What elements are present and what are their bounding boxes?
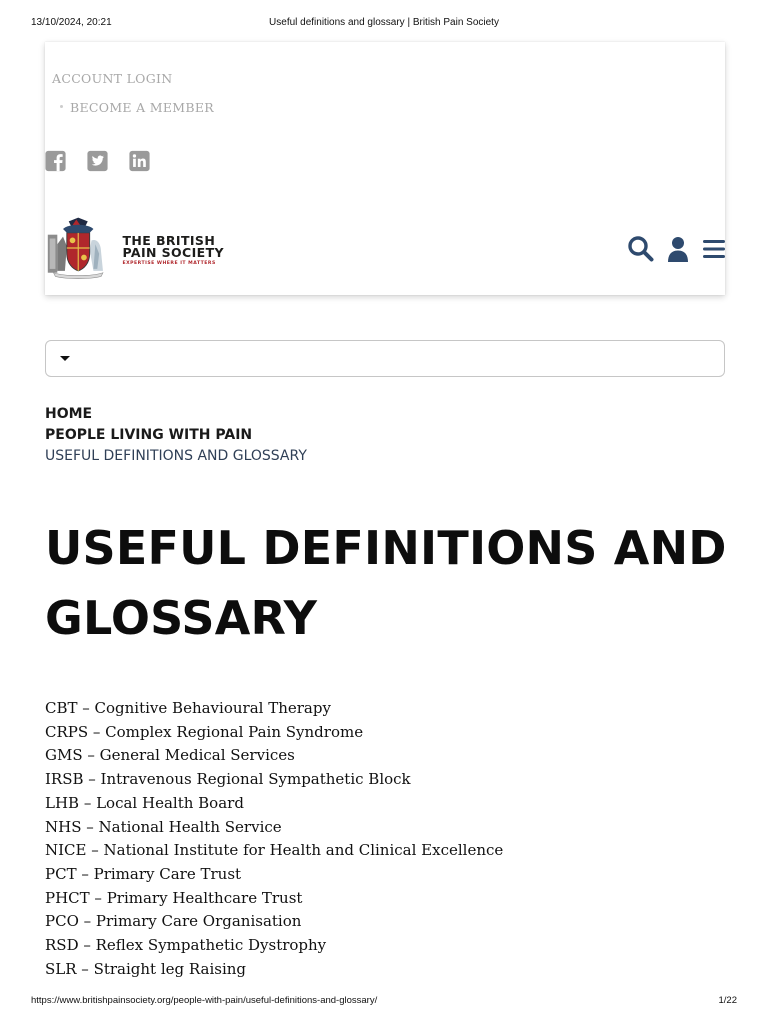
print-url: https://www.britishpainsociety.org/people-with-pain/useful-definitions-and-glossary/ [31, 995, 378, 1006]
caret-down-icon [60, 356, 70, 361]
breadcrumb [45, 404, 307, 467]
print-header [31, 17, 737, 31]
logo-tagline: EXPERTISE WHERE IT MATTERS [122, 260, 216, 266]
coat-of-arms-icon [44, 214, 112, 282]
glossary-item: PHCT – Primary Healthcare Trust [45, 888, 303, 907]
glossary-item: SLR – Straight leg Raising [45, 959, 247, 978]
glossary-item: IRSB – Intravenous Regional Sympathetic Block [45, 770, 411, 789]
glossary-item: CBT – Cognitive Behavioural Therapy [45, 699, 331, 717]
glossary-item: LHB – Local Health Board [45, 793, 244, 812]
menu-icon[interactable] [703, 239, 725, 259]
bullet-dot [60, 105, 63, 108]
glossary-item: NHS – National Health Service [45, 817, 282, 836]
user-icon[interactable] [667, 236, 689, 262]
header-actions [627, 235, 725, 262]
section-nav-dropdown[interactable] [45, 340, 725, 377]
glossary-item: PCO – Primary Care Organisation [45, 912, 302, 931]
facebook-icon[interactable] [44, 150, 67, 172]
glossary-item: CRPS – Complex Regional Pain Syndrome [45, 722, 364, 741]
glossary-item: GMS – General Medical Services [45, 746, 295, 765]
logo-text [122, 232, 224, 266]
account-login-link[interactable]: ACCOUNT LOGIN [52, 71, 173, 86]
become-member-link[interactable]: BECOME A MEMBER [70, 100, 214, 115]
glossary-item: RSD – Reflex Sympathetic Dystrophy [45, 936, 327, 955]
breadcrumb-home[interactable]: HOME [45, 406, 93, 422]
breadcrumb-people-living-with-pain[interactable]: PEOPLE LIVING WITH PAIN [45, 427, 253, 443]
search-icon[interactable] [627, 235, 654, 262]
site-header [45, 42, 725, 295]
twitter-icon[interactable] [86, 150, 109, 172]
logo-line-2: PAIN SOCIETY [122, 244, 224, 260]
print-page-title: Useful definitions and glossary | British Pain Society [269, 17, 499, 28]
logo-line-1: THE BRITISH [122, 232, 216, 248]
glossary-list [45, 697, 503, 981]
glossary-item: NICE – National Institute for Health and Clinical Excellence [45, 841, 504, 860]
linkedin-icon[interactable] [128, 150, 151, 172]
print-footer [31, 995, 737, 1009]
glossary-item: PCT – Primary Care Trust [45, 864, 242, 883]
social-links [44, 150, 151, 172]
page-title: USEFUL DEFINITIONS AND GLOSSARY [45, 521, 727, 645]
print-page-number: 1/22 [718, 995, 737, 1006]
site-logo[interactable] [44, 213, 224, 283]
breadcrumb-current: USEFUL DEFINITIONS AND GLOSSARY [45, 448, 307, 464]
print-date: 13/10/2024, 20:21 [31, 17, 112, 28]
